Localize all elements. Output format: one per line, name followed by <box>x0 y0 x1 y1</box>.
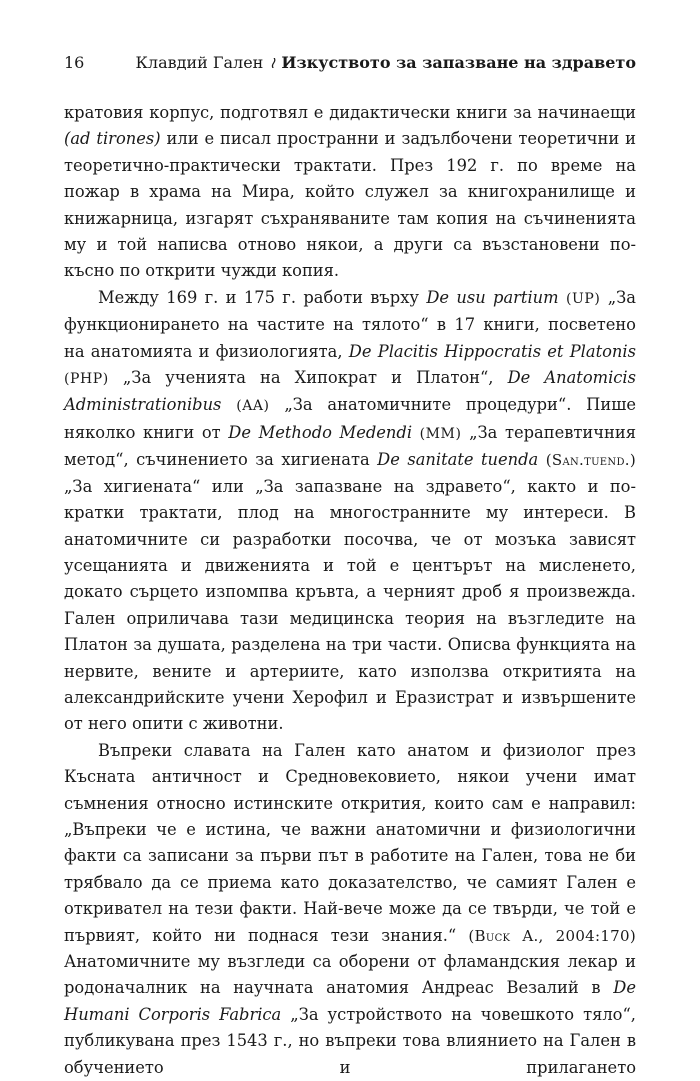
latin-title: De usu partium <box>426 287 559 307</box>
latin-title: De Humani Corporis Fabrica <box>64 978 636 1024</box>
text-run: „За функционирането на частите на тялото“ в 17 книги, посветено на анатомията и физиологията, <box>64 287 636 361</box>
header-book-title: Изкуството за запазване на здравето <box>281 53 636 72</box>
abbreviation: (MM) <box>419 425 462 442</box>
citation: (Buck A., 2004:170) <box>468 926 636 945</box>
abbreviation: (San.tuend.) <box>545 451 636 470</box>
latin-title: De Anatomicis Administrationibus <box>64 368 636 415</box>
text-run: „За устройството на човешкото тяло“, публикувана през 1543 г., но въпреки това влиянието на Гален в обучението и прилагането <box>64 1004 636 1077</box>
abbreviation: (AA) <box>236 398 270 415</box>
text-run: „За хигиената“ или „За запазване на здравето“, както и по-кратки трактати, плод на многостранните му интереси. В анатомичните си разработки посочва, че от мозъка зависят усещанията и движенията и той е центърът на мисленето, докато сърцето изпомпва кръвта, а черният дроб я произвежда. Гален оприличава тази медицинска теория на възгледите на Платон за душата, разделена на три части. Описва функцията на нервите, вените и артериите, като използва откритията на александрийските учени Херофил и Еразистрат и извършените от него опити с животни. <box>64 476 636 734</box>
body-text <box>64 100 636 1081</box>
text-run: кратовия корпус, подготвял е дидактически книги за начинаещи <box>64 103 636 122</box>
abbreviation: (PHP) <box>64 371 109 388</box>
header-author: Клавдий Гален <box>135 53 264 72</box>
paragraph-3 <box>64 738 636 1081</box>
text-run: „За терапевтичния метод“, съчинението за хигиената <box>64 422 636 470</box>
latin-title: De Methodo Medendi <box>228 422 413 442</box>
latin-term: (ad tirones) <box>64 129 161 149</box>
text-run: или е писал пространни и задълбочени теоретични и теоретично-практически трактати. През 192 г. по време на пожар в храма на Мира, който служел за книгохранилище и книжарница, изгарят съхраняваните там копия на съчиненията му и той написва отново някои, а други са възстановени по-късно по открити чужди копия. <box>64 129 636 281</box>
latin-title: De Placitis Hippocratis et Platonis <box>348 341 636 361</box>
paragraph-1 <box>64 100 636 285</box>
text-run: „За ученията на Хипократ и Платон“, <box>122 368 494 388</box>
abbreviation: (UP) <box>565 290 601 307</box>
text-run: Анатомичните му възгледи са оборени от фламандския лекар и родоначалник на научната анатомия Андреас Везалий в <box>64 952 636 998</box>
paragraph-2 <box>64 285 636 738</box>
text-run: Между 169 г. и 175 г. работи върху <box>98 287 419 307</box>
text-run: „За анатомичните процедури“. Пише няколко книги от <box>64 395 636 442</box>
quotation: Въпреки славата на Гален като анатом и физиолог през Късната античност и Средновековието, някои учени имат съмнения относно истинските открития, които сам е направил: „Въпреки че е истина, че важни анатомични и физиологични факти са записани за първи път в работите на Гален, това не би трябвало да се приема като доказателство, че самият Гален е откривател на тези факти. Най-вече може да се твърди, че той е първият, който ни поднася тези знания.“ <box>64 740 636 945</box>
ornament-separator-icon: ≀ <box>269 53 276 72</box>
running-header <box>64 52 636 74</box>
page-number: 16 <box>64 53 85 72</box>
latin-title: De sanitate tuenda <box>377 450 539 470</box>
header-right <box>136 52 636 74</box>
